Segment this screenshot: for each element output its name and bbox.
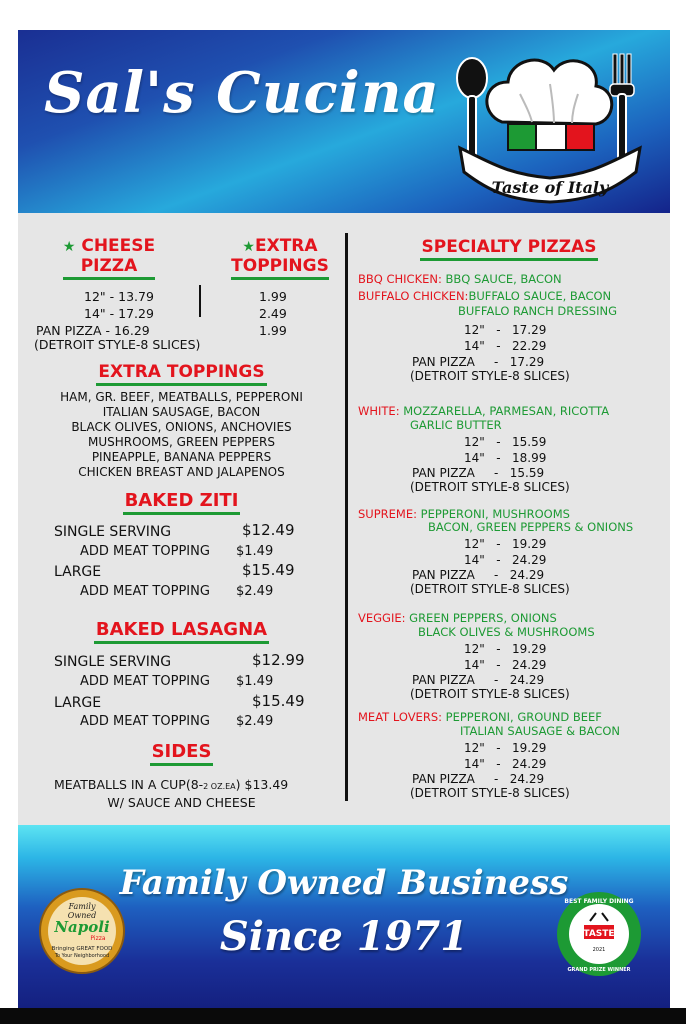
white-line <box>358 404 609 418</box>
menu-header <box>18 30 670 213</box>
chef-hat-logo-icon <box>450 44 646 206</box>
buffalo-12-price: 12" - 17.29 <box>464 323 547 337</box>
veggie-pan-price: PAN PIZZA - 24.29 <box>412 673 545 687</box>
extra-toppings-heading: EXTRA TOPPINGS <box>96 364 266 386</box>
supreme-pan-note: (DETROIT STYLE-8 SLICES) <box>410 582 570 596</box>
topping-price-12: 1.99 <box>259 289 287 304</box>
ziti-single-meat-label: ADD MEAT TOPPING <box>80 544 210 559</box>
cheese-pizza-title-2: PIZZA <box>63 258 156 280</box>
badge-left-l1: Family <box>68 902 96 911</box>
lasagna-single-price: $12.99 <box>252 651 305 669</box>
lasagna-large-label: LARGE <box>54 695 102 711</box>
column-divider <box>345 233 348 801</box>
meat-12-price: 12" - 19.29 <box>464 741 547 755</box>
menu-card <box>18 30 670 1008</box>
menu-body <box>18 213 670 825</box>
sides-qty-prefix: (8- <box>185 777 204 792</box>
topping-line: ITALIAN SAUSAGE, BACON <box>102 404 261 419</box>
lasagna-large-meat-label: ADD MEAT TOPPING <box>80 714 210 729</box>
supreme-12-price: 12" - 19.29 <box>464 537 547 551</box>
badge-right-l4: 2021 <box>592 947 606 953</box>
topping-line: BLACK OLIVES, ONIONS, ANCHOVIES <box>71 419 292 434</box>
meat-lovers-line <box>358 710 602 724</box>
veggie-pan-note: (DETROIT STYLE-8 SLICES) <box>410 687 570 701</box>
lasagna-large-price: $15.49 <box>252 692 305 710</box>
cheese-pan-price: PAN PIZZA - 16.29 <box>36 323 150 338</box>
cheese-14-price: 14" - 17.29 <box>84 306 154 321</box>
extra-toppings-price-heading <box>225 238 335 280</box>
buffalo-pan-price: PAN PIZZA - 17.29 <box>412 355 545 369</box>
logo-tagline: Taste of Italy <box>491 178 609 197</box>
sides-price: $13.49 <box>244 777 289 792</box>
badge-left-l2: Owned <box>67 911 97 920</box>
badge-right-l1: BEST FAMILY DINING <box>564 898 634 905</box>
ziti-large-meat-price: $2.49 <box>236 584 274 599</box>
baked-ziti-heading-wrap <box>18 491 345 515</box>
sides-item-line <box>54 777 288 794</box>
topping-line: CHICKEN BREAST AND JALAPENOS <box>78 464 285 479</box>
badge-left-l5: Bringing GREAT FOOD <box>51 946 113 952</box>
footer-slogan-2: Since 1971 <box>219 913 469 960</box>
lasagna-single-label: SINGLE SERVING <box>54 654 172 670</box>
meat-14-price: 14" - 24.29 <box>464 757 547 771</box>
ziti-single-meat-price: $1.49 <box>236 544 274 559</box>
lasagna-single-meat-label: ADD MEAT TOPPING <box>80 674 210 689</box>
extra-toppings-section <box>18 362 345 480</box>
sides-heading-wrap <box>18 742 345 766</box>
buffalo-14-price: 14" - 22.29 <box>464 339 547 353</box>
restaurant-name: Sal's Cucina <box>44 60 440 126</box>
buffalo-label: BUFFALO CHICKEN: <box>358 289 469 303</box>
cheese-12-price: 12" - 13.79 <box>84 289 154 304</box>
lasagna-large-meat-price: $2.49 <box>236 714 274 729</box>
veggie-line <box>358 611 557 625</box>
footer-slogan-1: Family Owned Business <box>119 863 569 903</box>
bbq-desc: BBQ SAUCE, BACON <box>445 272 562 286</box>
ziti-single-price: $12.49 <box>242 521 295 539</box>
veggie-12-price: 12" - 19.29 <box>464 642 547 656</box>
buffalo-desc-1: BUFFALO SAUCE, BACON <box>468 289 612 303</box>
supreme-line <box>358 507 570 521</box>
star-icon: ★ <box>242 239 255 255</box>
star-icon: ★ <box>62 239 76 255</box>
veggie-desc-1: GREEN PEPPERS, ONIONS <box>409 611 557 625</box>
ziti-large-meat-label: ADD MEAT TOPPING <box>80 584 210 599</box>
white-14-price: 14" - 18.99 <box>464 451 547 465</box>
specialty-heading-wrap <box>348 237 670 261</box>
price-separator <box>199 285 201 317</box>
supreme-desc-2: BACON, GREEN PEPPERS & ONIONS <box>428 520 634 534</box>
supreme-desc-1: PEPPERONI, MUSHROOMS <box>420 507 570 521</box>
sides-qty-suffix: ) <box>235 777 241 792</box>
topping-line: HAM, GR. BEEF, MEATBALLS, PEPPERONI <box>60 389 303 404</box>
topping-line: PINEAPPLE, BANANA PEPPERS <box>91 449 272 464</box>
buffalo-line <box>358 289 611 303</box>
meat-label: MEAT LOVERS: <box>358 710 442 724</box>
sides-note: W/ SAUCE AND CHEESE <box>107 795 256 810</box>
buffalo-desc-2: BUFFALO RANCH DRESSING <box>458 304 617 318</box>
buffalo-pan-note: (DETROIT STYLE-8 SLICES) <box>410 369 570 383</box>
meat-desc-2: ITALIAN SAUSAGE & BACON <box>460 724 620 738</box>
bbq-chicken-line <box>358 272 562 286</box>
veggie-14-price: 14" - 24.29 <box>464 658 547 672</box>
extra-toppings-title-2: TOPPINGS <box>231 258 329 280</box>
badge-left-l3: Napoli <box>54 918 110 936</box>
white-desc-1: MOZZARELLA, PARMESAN, RICOTTA <box>403 404 610 418</box>
meat-pan-note: (DETROIT STYLE-8 SLICES) <box>410 786 570 800</box>
topping-price-pan: 1.99 <box>259 323 287 338</box>
napoli-pizza-badge-icon <box>38 887 126 975</box>
ziti-large-price: $15.49 <box>242 561 295 579</box>
specialty-heading: SPECIALTY PIZZAS <box>420 239 599 261</box>
bottom-edge-bar <box>0 1008 686 1024</box>
supreme-pan-price: PAN PIZZA - 24.29 <box>412 568 545 582</box>
white-pan-note: (DETROIT STYLE-8 SLICES) <box>410 480 570 494</box>
supreme-14-price: 14" - 24.29 <box>464 553 547 567</box>
bbq-label: BBQ CHICKEN: <box>358 272 442 286</box>
white-desc-2: GARLIC BUTTER <box>410 418 502 432</box>
topping-line: MUSHROOMS, GREEN PEPPERS <box>87 434 276 449</box>
ziti-large-label: LARGE <box>54 564 102 580</box>
baked-ziti-heading: BAKED ZITI <box>123 492 241 515</box>
meat-desc-1: PEPPERONI, GROUND BEEF <box>445 710 602 724</box>
veggie-desc-2: BLACK OLIVES & MUSHROOMS <box>418 625 595 639</box>
taste-award-badge-icon <box>556 891 642 977</box>
sides-qty-small: 2 OZ.EA <box>203 782 236 791</box>
badge-right-l2: TASTE <box>583 929 615 939</box>
menu-footer <box>18 825 670 1008</box>
white-12-price: 12" - 15.59 <box>464 435 547 449</box>
veggie-label: VEGGIE: <box>358 611 406 625</box>
badge-left-l6: To Your Neighborhood <box>54 953 110 959</box>
white-label: WHITE: <box>358 404 400 418</box>
sides-item: MEATBALLS IN A CUP <box>54 777 186 792</box>
white-pan-price: PAN PIZZA - 15.59 <box>412 466 545 480</box>
cheese-pizza-heading <box>54 238 164 280</box>
badge-left-l4: Pizza <box>90 935 106 942</box>
meat-pan-price: PAN PIZZA - 24.29 <box>412 772 545 786</box>
baked-lasagna-heading: BAKED LASAGNA <box>94 621 269 644</box>
ziti-single-label: SINGLE SERVING <box>54 524 172 540</box>
badge-right-l3: GRAND PRIZE WINNER <box>567 967 631 973</box>
extra-toppings-title-1: EXTRA <box>254 236 318 256</box>
lasagna-single-meat-price: $1.49 <box>236 674 274 689</box>
topping-price-14: 2.49 <box>259 306 287 321</box>
sides-heading: SIDES <box>150 743 214 766</box>
cheese-pan-note: (DETROIT STYLE-8 SLICES) <box>34 337 201 352</box>
cheese-pizza-title-1: CHEESE <box>81 236 156 256</box>
supreme-label: SUPREME: <box>358 507 417 521</box>
baked-lasagna-heading-wrap <box>18 620 345 644</box>
